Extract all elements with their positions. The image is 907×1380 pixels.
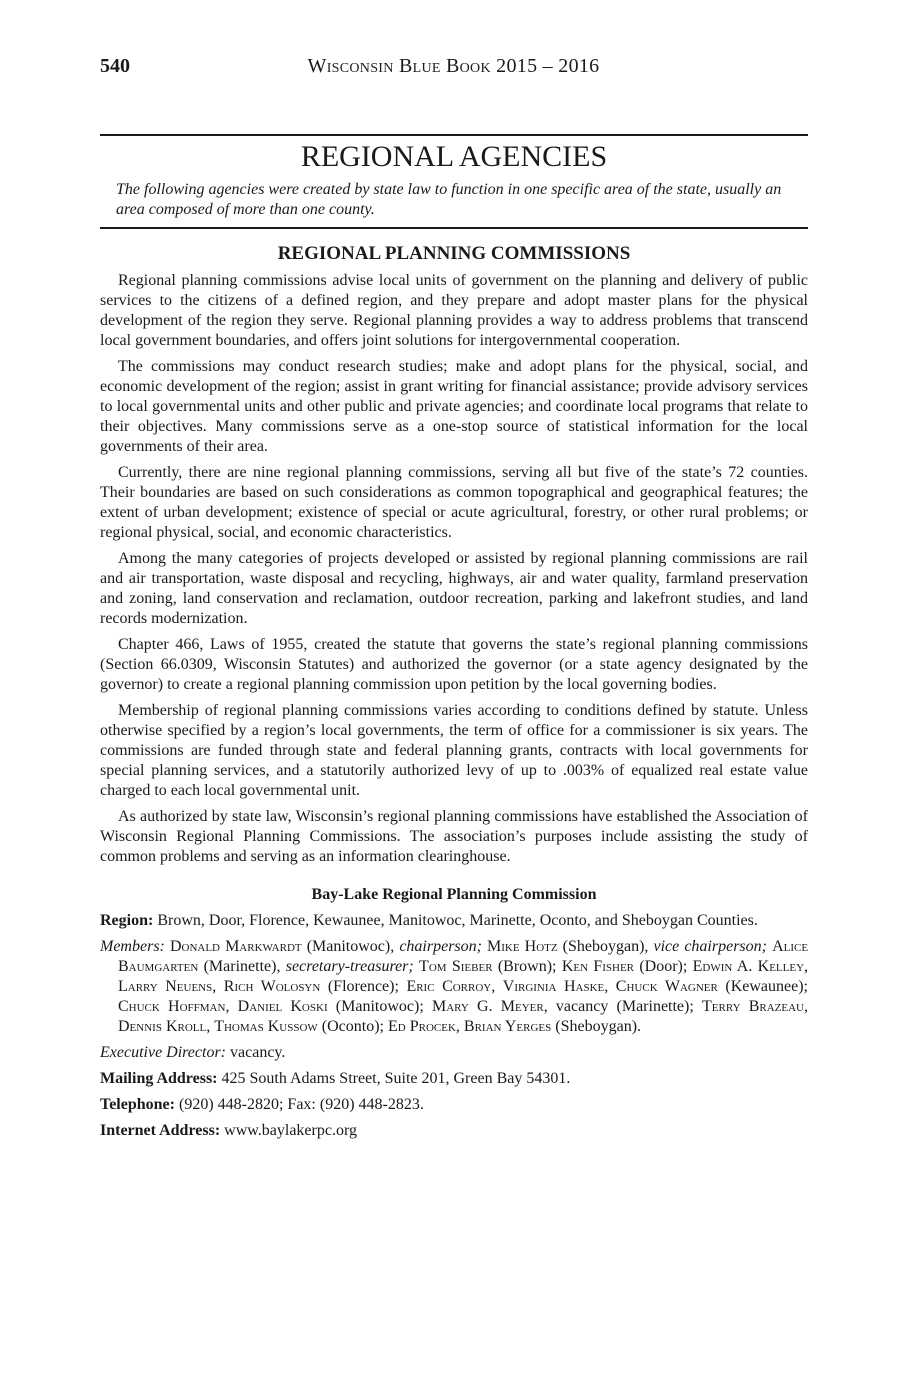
paragraph: Among the many categories of projects developed or assisted by regional planning commissions are rail and air transportation, waste disposal and recycling, highways, air and water quality, farmland preservation and zoning, land conservation and reclamation, outdoor recreation, parking and lakefront studies, and land records modernization.: [100, 550, 808, 627]
member-detail: (Florence);: [320, 978, 407, 995]
mailing-entry: [100, 1069, 808, 1089]
paragraph: Chapter 466, Laws of 1955, created the statute that governs the state’s regional planning commissions (Section 66.0309, Wisconsin Statutes) and authorized the governor (or a state agency designated by the governor) to create a regional planning commission upon petition by the local governing bodies.: [100, 636, 808, 693]
member-detail: (Oconto);: [317, 1018, 388, 1035]
region-value: Brown, Door, Florence, Kewaunee, Manitowoc, Marinette, Oconto, and Sheboygan Counties.: [157, 912, 758, 929]
member-name: Eric Corroy: [406, 978, 492, 995]
paragraph: Regional planning commissions advise local units of government on the planning and delivery of public services to the citizens of a defined region, and they prepare and adopt master plans for the physical development of the region they serve. Regional planning provides a way to address problems that transcend local government boundaries, and offers joint solutions for intergovernmental cooperation.: [100, 272, 808, 349]
members-label: Members:: [100, 938, 165, 955]
members-entry: [100, 937, 808, 1037]
member-detail: ,: [491, 978, 503, 995]
member-name: Donald Markwardt: [169, 938, 302, 955]
member-name: Ed Procek: [388, 1018, 456, 1035]
member-name: Brian Yerges: [463, 1018, 552, 1035]
member-detail: , vacancy (Marinette);: [543, 998, 703, 1015]
members-list: [118, 938, 808, 1035]
region-entry: [100, 911, 808, 931]
director-value: vacancy.: [230, 1044, 286, 1061]
member-detail: (Marinette),: [198, 958, 286, 975]
telephone-value: (920) 448-2820; Fax: (920) 448-2823.: [178, 1096, 424, 1113]
telephone-entry: [100, 1095, 808, 1115]
mailing-value: 425 South Adams Street, Suite 201, Green Bay 54301.: [221, 1070, 571, 1087]
member-detail: (Sheboygan),: [557, 938, 654, 955]
telephone-label: Telephone:: [100, 1096, 175, 1113]
paragraph: As authorized by state law, Wisconsin’s regional planning commissions have established the Association of Wisconsin Regional Planning Commissions. The association’s purposes include assisting the study of common problems and serving as an information clearinghouse.: [100, 808, 808, 865]
member-role: chairperson;: [399, 938, 482, 955]
member-detail: ,: [225, 998, 238, 1015]
member-name: Dennis Kroll: [118, 1018, 207, 1035]
paragraph: The commissions may conduct research studies; make and adopt plans for the physical, social, and economic development of the region; assist in grant writing for financial assistance; provide advisory services to local governmental units and other public and private agencies; and coordinate local programs that relate to their objectives. Many commissions serve as a one-stop source of statistical information for the local governments of their area.: [100, 358, 808, 455]
director-entry: [100, 1043, 808, 1063]
paragraph: Membership of regional planning commissions varies according to conditions defined by statute. Unless otherwise specified by a region’s local governments, the term of office for a commissioner is six years. The commissions are funded through state and federal planning grants, contracts with local governments for special planning services, and a statutorily authorized levy of up to .003% of equalized real estate value charged to each local governmental unit.: [100, 702, 808, 799]
member-detail: (Door);: [634, 958, 693, 975]
member-detail: (Manitowoc);: [327, 998, 432, 1015]
section-heading: REGIONAL PLANNING COMMISSIONS: [277, 243, 631, 264]
internet-entry: [100, 1121, 808, 1141]
page-number: 540: [100, 55, 130, 77]
member-name: Ken Fisher: [561, 958, 635, 975]
region-label: Region:: [100, 912, 154, 929]
member-role: secretary-treasurer;: [285, 958, 414, 975]
member-name: Mike Hotz: [487, 938, 558, 955]
member-name: Mary G. Meyer: [431, 998, 544, 1015]
member-name: Tom Sieber: [419, 958, 493, 975]
website-link[interactable]: www.baylakerpc.org: [224, 1122, 357, 1139]
member-detail: (Sheboygan).: [551, 1018, 642, 1035]
internet-label: Internet Address:: [100, 1122, 221, 1139]
chapter-subtitle: The following agencies were created by state law to function in one specific area of the state, usually an area composed of more than one county.: [116, 181, 782, 218]
member-name: Chuck Wagner: [615, 978, 718, 995]
director-label: Executive Director:: [100, 1044, 227, 1061]
top-rule: [100, 134, 808, 136]
member-name: Rich Wolosyn: [223, 978, 321, 995]
member-detail: (Manitowoc),: [301, 938, 400, 955]
running-head: Wisconsin Blue Book 2015 – 2016: [307, 55, 600, 77]
bottom-rule: [100, 227, 808, 229]
member-detail: ,: [804, 958, 809, 975]
member-detail: (Kewaunee);: [717, 978, 808, 995]
member-name: Terry Brazeau: [702, 998, 804, 1015]
member-name: Thomas Kussow: [214, 1018, 318, 1035]
member-name: Daniel Koski: [237, 998, 328, 1015]
paragraph: Currently, there are nine regional planning commissions, serving all but five of the state’s 72 counties. Their boundaries are based on such considerations as common topographical and geographical features; the extent of urban development; existence of special or acute agricultural, forestry, or other rural problems; or regional physical, social, and economic characteristics.: [100, 464, 808, 541]
member-name: Virginia Haske: [502, 978, 605, 995]
chapter-title: REGIONAL AGENCIES: [300, 140, 608, 173]
member-name: Larry Neuens: [118, 978, 213, 995]
mailing-label: Mailing Address:: [100, 1070, 218, 1087]
member-name: Alice Baumgarten: [118, 938, 809, 975]
member-detail: ,: [206, 1018, 215, 1035]
member-detail: ,: [455, 1018, 464, 1035]
member-detail: ,: [804, 998, 808, 1015]
member-detail: (Brown);: [492, 958, 562, 975]
main-content: [100, 244, 808, 1147]
agency-heading: Bay-Lake Regional Planning Commission: [311, 886, 597, 903]
member-detail: ,: [604, 978, 616, 995]
member-name: Edwin A. Kelley: [692, 958, 805, 975]
member-detail: ,: [212, 978, 224, 995]
member-name: Chuck Hoffman: [118, 998, 226, 1015]
member-role: vice chairperson;: [653, 938, 767, 955]
